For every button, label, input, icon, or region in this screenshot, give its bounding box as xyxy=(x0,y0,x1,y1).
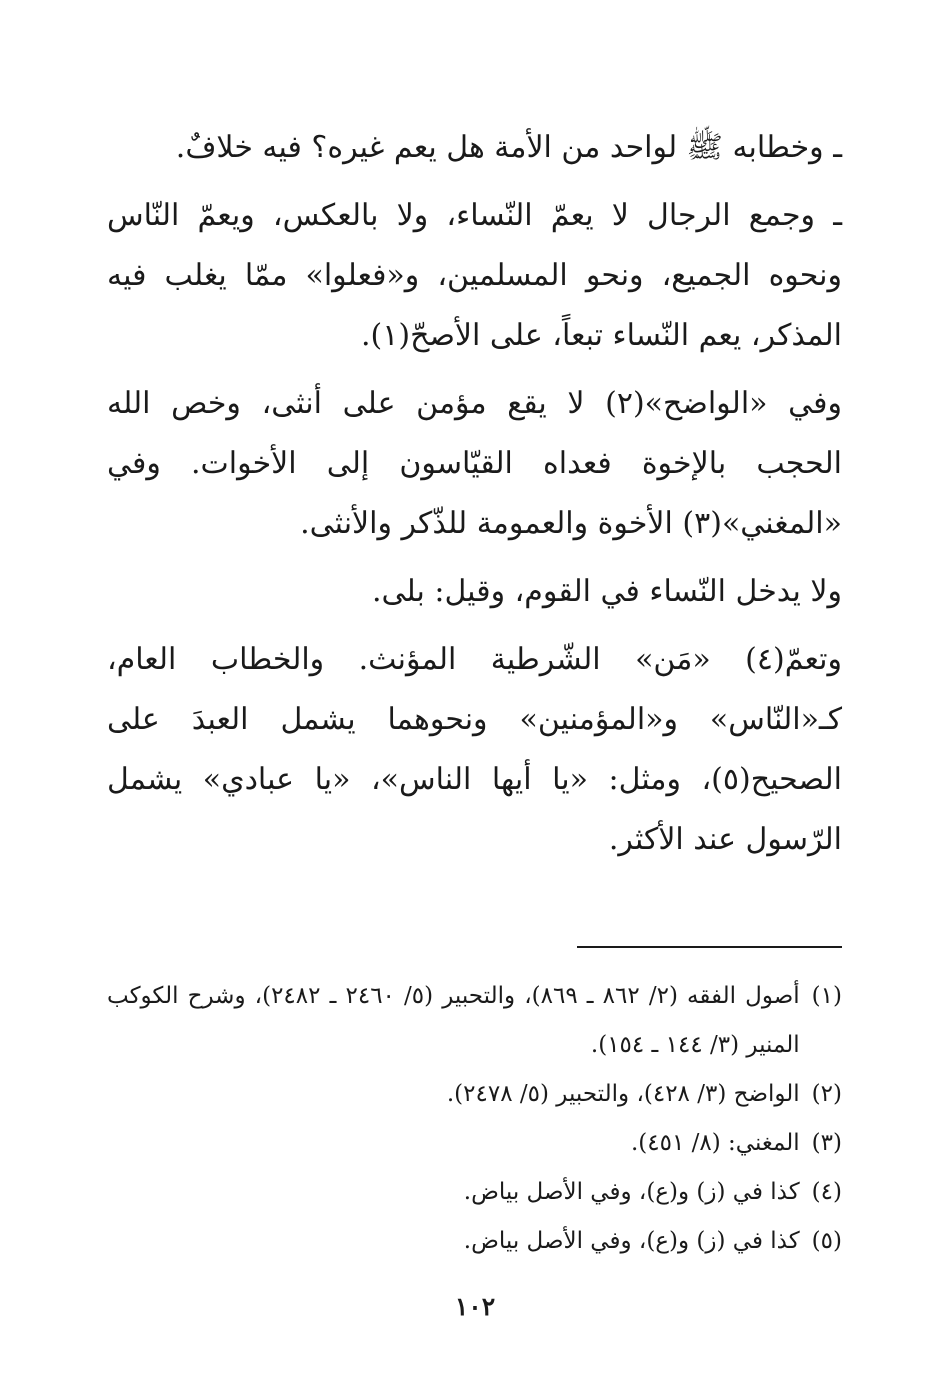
page-number: ١٠٢ xyxy=(454,1292,496,1321)
footnote-text: أصول الفقه (٢/ ٨٦٢ ـ ٨٦٩)، والتحبير (٥/ ٢٤٦٠ ـ ٢٤٨٢)، وشرح الكوكب المنير (٣/ ١٤٤ ـ ١٥٤). xyxy=(107,983,800,1058)
paragraph: ولا يدخل النّساء في القوم، وقيل: بلى. xyxy=(372,574,842,609)
paragraph: وتعمّ(٤) «مَن» الشّرطية المؤنث. والخطاب العام، كـ«النّاس» و«المؤمنين» ونحوهما يشمل العبدَ على الصحيح(٥)، ومثل: «يا أيها الناس»، «يا عبادي» يشمل الرّسول عند الأكثر. xyxy=(107,642,842,857)
paragraph: ـ وجمع الرجال لا يعمّ النّساء، ولا بالعكس، ويعمّ النّاس ونحوه الجميع، ونحو المسلمين، و«فعلوا» ممّا يغلب فيه المذكر، يعم النّساء تبعاً، على الأصحّ(١). xyxy=(107,198,842,353)
footnote-text: كذا في (ز) و(ع)، وفي الأصل بياض. xyxy=(463,1179,800,1205)
footnotes xyxy=(107,972,842,1266)
footnote-number: (٢) xyxy=(811,1081,842,1107)
footnote-number: (٤) xyxy=(811,1179,842,1205)
footnote-item xyxy=(107,1119,842,1168)
footnote-item xyxy=(107,1217,842,1266)
paragraph: ـ وخطابه ﷺ لواحد من الأمة هل يعم غيره؟ فيه خلافٌ. xyxy=(175,130,842,165)
footnote-item xyxy=(107,1070,842,1119)
footnote-text: الواضح (٣/ ٤٢٨)، والتحبير (٥/ ٢٤٧٨). xyxy=(446,1081,800,1107)
main-text xyxy=(107,118,842,878)
paragraph: وفي «الواضح»(٢) لا يقع مؤمن على أنثى، وخص الله الحجب بالإخوة فعداه القيّاسون إلى الأخوات. وفي «المغني»(٣) الأخوة والعمومة للذّكر والأنثى. xyxy=(107,386,842,541)
footnote-number: (٥) xyxy=(811,1228,842,1254)
footnote-divider xyxy=(577,946,842,948)
footnote-text: كذا في (ز) و(ع)، وفي الأصل بياض. xyxy=(463,1228,800,1254)
footnote-number: (١) xyxy=(811,983,842,1009)
footnote-item xyxy=(107,972,842,1070)
footnote-item xyxy=(107,1168,842,1217)
footnote-text: المغني: (٨/ ٤٥١). xyxy=(630,1130,800,1156)
footnote-number: (٣) xyxy=(811,1130,842,1156)
